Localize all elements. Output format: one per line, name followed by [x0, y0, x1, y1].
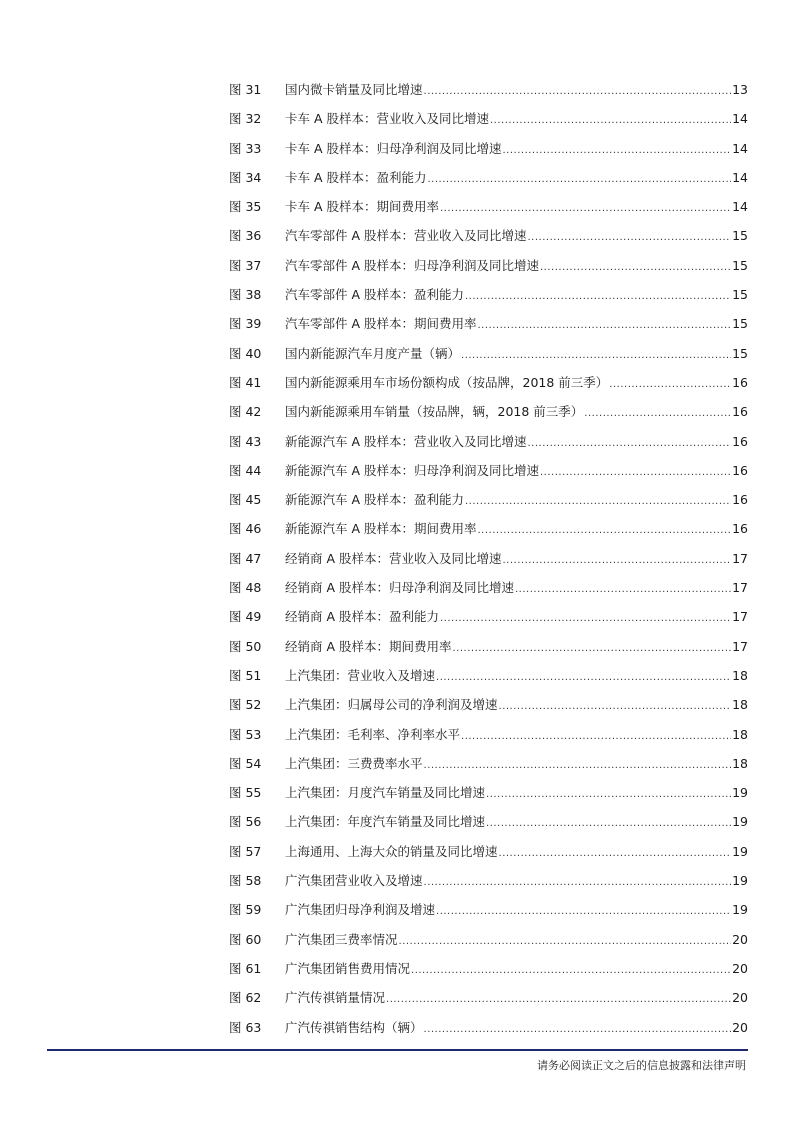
toc-entry-leader — [424, 751, 732, 780]
toc-entry[interactable] — [229, 749, 748, 778]
toc-entry-title[interactable]: 卡车 A 股样本：归母净利润及同比增速 — [285, 140, 502, 156]
toc-entry-leader — [465, 487, 731, 516]
toc-entry[interactable] — [229, 925, 748, 954]
footer-disclaimer: 请务必阅读正文之后的信息披露和法律声明 — [537, 1059, 746, 1072]
toc-entry-label: 图 38 — [229, 287, 262, 303]
toc-entry-title[interactable]: 卡车 A 股样本：盈利能力 — [285, 169, 427, 185]
toc-entry-title[interactable]: 卡车 A 股样本：营业收入及同比增速 — [285, 111, 489, 127]
toc-entry-label: 图 54 — [229, 755, 262, 771]
toc-entry-title[interactable]: 广汽集团归母净利润及增速 — [285, 902, 436, 918]
toc-entry-leader — [609, 370, 731, 399]
toc-entry-title[interactable]: 新能源汽车 A 股样本：归母净利润及同比增速 — [285, 462, 539, 478]
toc-entry-label: 图 63 — [229, 1019, 262, 1035]
toc-entry-title[interactable]: 国内新能源汽车月度产量（辆） — [285, 345, 461, 361]
toc-entry-title[interactable]: 经销商 A 股样本：营业收入及同比增速 — [285, 550, 502, 566]
toc-entry-page: 15 — [732, 345, 748, 361]
toc-entry-leader — [461, 722, 731, 751]
toc-rows — [229, 75, 748, 1042]
toc-entry-page: 19 — [732, 814, 748, 830]
toc-entry[interactable] — [229, 397, 748, 426]
toc-entry-page: 20 — [732, 960, 748, 976]
toc-entry-page: 20 — [732, 931, 748, 947]
toc-entry-leader — [386, 985, 731, 1014]
toc-entry[interactable] — [229, 280, 748, 309]
toc-entry[interactable] — [229, 1013, 748, 1042]
toc-entry-leader — [424, 1015, 732, 1044]
footer-rule — [47, 1049, 748, 1051]
toc-entry-leader — [540, 253, 731, 282]
toc-entry-page: 16 — [732, 462, 748, 478]
toc-entry[interactable] — [229, 134, 748, 163]
toc-entry-title[interactable]: 上海通用、上海大众的销量及同比增速 — [285, 843, 498, 859]
toc-entry[interactable] — [229, 514, 748, 543]
toc-entry-title[interactable]: 汽车零部件 A 股样本：营业收入及同比增速 — [285, 228, 527, 244]
toc-entry-title[interactable]: 上汽集团：年度汽车销量及同比增速 — [285, 814, 486, 830]
toc-entry-label: 图 55 — [229, 785, 262, 801]
toc-entry-label: 图 42 — [229, 404, 262, 420]
toc-entry-label: 图 60 — [229, 931, 262, 947]
toc-entry-page: 14 — [732, 111, 748, 127]
toc-entry-label: 图 31 — [229, 82, 262, 97]
toc-entry-label: 图 48 — [229, 580, 262, 596]
toc-entry-label: 图 56 — [229, 814, 262, 830]
toc-entry-label: 图 59 — [229, 902, 262, 918]
toc-entry-page: 14 — [732, 169, 748, 185]
toc-entry-page: 18 — [732, 726, 748, 742]
toc-entry-leader — [424, 77, 732, 106]
toc-entry[interactable] — [229, 221, 748, 250]
toc-entry[interactable] — [229, 368, 748, 397]
toc-entry-page: 18 — [732, 755, 748, 771]
toc-entry-leader — [436, 897, 731, 926]
toc-entry[interactable] — [229, 104, 748, 133]
toc-entry-leader — [486, 780, 731, 809]
toc-entry-page: 15 — [732, 287, 748, 303]
toc-entry[interactable] — [229, 690, 748, 719]
toc-entry-title[interactable]: 新能源汽车 A 股样本：营业收入及同比增速 — [285, 433, 527, 449]
toc-entry-title[interactable]: 国内微卡销量及同比增速 — [285, 82, 423, 97]
toc-entry[interactable] — [229, 807, 748, 836]
toc-entry-page: 13 — [732, 82, 748, 97]
toc-entry-leader — [465, 282, 731, 311]
toc-entry-leader — [478, 311, 732, 340]
toc-entry-page: 19 — [732, 843, 748, 859]
toc-entry[interactable] — [229, 192, 748, 221]
toc-entry-label: 图 50 — [229, 638, 262, 654]
toc-entry-title[interactable]: 经销商 A 股样本：期间费用率 — [285, 638, 452, 654]
toc-entry-page: 16 — [732, 521, 748, 537]
toc-entry-label: 图 47 — [229, 550, 262, 566]
toc-entry[interactable] — [229, 661, 748, 690]
toc-entry-title[interactable]: 汽车零部件 A 股样本：归母净利润及同比增速 — [285, 257, 539, 273]
toc-entry-leader — [503, 136, 732, 165]
toc-entry-title[interactable]: 上汽集团：毛利率、净利率水平 — [285, 726, 461, 742]
toc-entry[interactable] — [229, 427, 748, 456]
toc-entry[interactable] — [229, 778, 748, 807]
toc-entry[interactable] — [229, 339, 748, 368]
toc-entry[interactable] — [229, 837, 748, 866]
toc-entry-leader — [461, 341, 731, 370]
toc-entry-page: 17 — [732, 550, 748, 566]
toc-entry-page: 14 — [732, 140, 748, 156]
toc-entry-label: 图 45 — [229, 492, 262, 508]
toc-entry[interactable] — [229, 602, 748, 631]
toc-entry-leader — [486, 809, 731, 838]
toc-entry-page: 18 — [732, 667, 748, 683]
toc-entry-leader — [424, 868, 732, 897]
toc-entry-leader — [499, 692, 732, 721]
toc-entry-label: 图 46 — [229, 521, 262, 537]
toc-entry-label: 图 32 — [229, 111, 262, 127]
toc-entry-leader — [399, 927, 732, 956]
toc-entry-label: 图 34 — [229, 169, 262, 185]
toc-entry-title[interactable]: 新能源汽车 A 股样本：期间费用率 — [285, 521, 477, 537]
toc-entry-label: 图 36 — [229, 228, 262, 244]
toc-entry-label: 图 58 — [229, 873, 262, 889]
toc-entry-page: 17 — [732, 638, 748, 654]
toc-entry-label: 图 57 — [229, 843, 262, 859]
toc-entry-title[interactable]: 汽车零部件 A 股样本：期间费用率 — [285, 316, 477, 332]
toc-entry-title[interactable]: 广汽传祺销量情况 — [285, 990, 386, 1006]
toc-entry-label: 图 62 — [229, 990, 262, 1006]
toc-entry-page: 16 — [732, 374, 748, 390]
toc-entry-page: 19 — [732, 873, 748, 889]
toc-entry-page: 14 — [732, 199, 748, 215]
toc-entry-leader — [490, 106, 731, 135]
toc-entry-leader — [528, 223, 732, 252]
toc-entry-label: 图 33 — [229, 140, 262, 156]
toc-entry[interactable] — [229, 163, 748, 192]
toc-entry[interactable] — [229, 75, 748, 104]
toc-entry-label: 图 61 — [229, 960, 262, 976]
toc-entry[interactable] — [229, 895, 748, 924]
toc-entry-title[interactable]: 汽车零部件 A 股样本：盈利能力 — [285, 287, 464, 303]
toc-entry-page: 19 — [732, 902, 748, 918]
toc-entry-page: 20 — [732, 990, 748, 1006]
toc-entry[interactable] — [229, 309, 748, 338]
toc-entry-label: 图 51 — [229, 667, 262, 683]
toc-entry-label: 图 37 — [229, 257, 262, 273]
toc-entry[interactable] — [229, 954, 748, 983]
toc-entry-leader — [515, 575, 731, 604]
toc-entry-page: 15 — [732, 228, 748, 244]
toc-entry-title[interactable]: 广汽传祺销售结构（辆） — [285, 1019, 423, 1035]
toc-entry-label: 图 39 — [229, 316, 262, 332]
toc-entry-page: 17 — [732, 609, 748, 625]
toc-entry-leader — [440, 194, 731, 223]
toc-entry-leader — [436, 663, 731, 692]
toc-entry-title[interactable]: 上汽集团：营业收入及增速 — [285, 667, 436, 683]
toc-entry-page: 16 — [732, 492, 748, 508]
toc-entry-label: 图 43 — [229, 433, 262, 449]
toc-entry-label: 图 40 — [229, 345, 262, 361]
toc-entry-page: 17 — [732, 580, 748, 596]
figure-table-of-contents — [229, 75, 748, 1042]
toc-entry-label: 图 53 — [229, 726, 262, 742]
toc-entry-title[interactable]: 国内新能源乘用车销量（按品牌，辆，2018 前三季） — [285, 404, 584, 420]
toc-entry-title[interactable]: 上汽集团：三费费率水平 — [285, 755, 423, 771]
toc-entry-leader — [478, 516, 732, 545]
toc-entry-page: 20 — [732, 1019, 748, 1035]
toc-entry[interactable] — [229, 866, 748, 895]
toc-entry[interactable] — [229, 573, 748, 602]
toc-entry-title[interactable]: 经销商 A 股样本：盈利能力 — [285, 609, 439, 625]
toc-entry-label: 图 52 — [229, 697, 262, 713]
toc-entry-title[interactable]: 广汽集团三费率情况 — [285, 931, 398, 947]
toc-entry-leader — [584, 399, 731, 428]
toc-entry[interactable] — [229, 485, 748, 514]
toc-entry-title[interactable]: 上汽集团：月度汽车销量及同比增速 — [285, 785, 486, 801]
toc-entry-label: 图 41 — [229, 374, 262, 390]
toc-entry-label: 图 35 — [229, 199, 262, 215]
toc-entry-leader — [411, 956, 731, 985]
toc-entry-title[interactable]: 广汽集团营业收入及增速 — [285, 873, 423, 889]
toc-entry[interactable] — [229, 983, 748, 1012]
toc-entry-leader — [428, 165, 732, 194]
toc-entry-title[interactable]: 上汽集团：归属母公司的净利润及增速 — [285, 697, 498, 713]
toc-entry-leader — [440, 604, 731, 633]
toc-entry-label: 图 44 — [229, 462, 262, 478]
toc-entry-leader — [453, 634, 732, 663]
toc-entry[interactable] — [229, 544, 748, 573]
toc-entry-page: 19 — [732, 785, 748, 801]
toc-entry-leader — [540, 458, 731, 487]
toc-entry-title[interactable]: 经销商 A 股样本：归母净利润及同比增速 — [285, 580, 514, 596]
toc-entry-title[interactable]: 新能源汽车 A 股样本：盈利能力 — [285, 492, 464, 508]
toc-entry-page: 18 — [732, 697, 748, 713]
toc-entry-page: 16 — [732, 433, 748, 449]
toc-entry-page: 15 — [732, 316, 748, 332]
toc-entry-leader — [499, 839, 732, 868]
toc-entry-label: 图 49 — [229, 609, 262, 625]
toc-entry-title[interactable]: 国内新能源乘用车市场份额构成（按品牌，2018 前三季） — [285, 374, 609, 390]
toc-entry-leader — [503, 546, 732, 575]
toc-entry-title[interactable]: 广汽集团销售费用情况 — [285, 960, 411, 976]
toc-entry-page: 15 — [732, 257, 748, 273]
toc-entry-title[interactable]: 卡车 A 股样本：期间费用率 — [285, 199, 439, 215]
toc-entry-leader — [528, 429, 732, 458]
toc-entry[interactable] — [229, 632, 748, 661]
toc-entry[interactable] — [229, 251, 748, 280]
toc-entry[interactable] — [229, 720, 748, 749]
toc-entry-page: 16 — [732, 404, 748, 420]
toc-entry[interactable] — [229, 456, 748, 485]
